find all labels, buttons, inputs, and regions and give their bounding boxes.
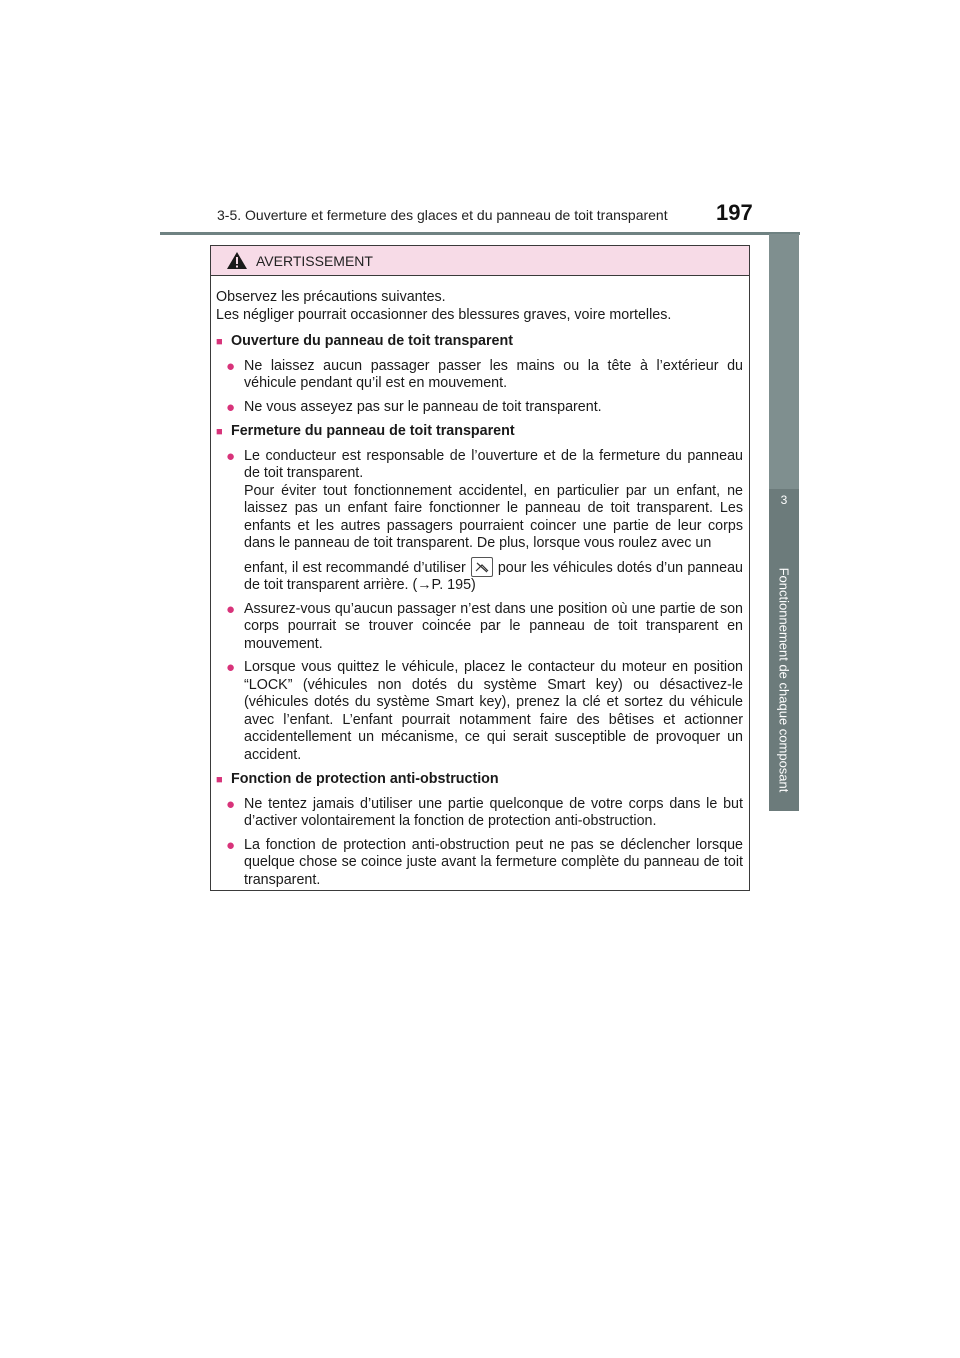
list-item xyxy=(216,796,743,831)
bullet-dot-icon: ● xyxy=(226,600,236,618)
section-title xyxy=(216,771,743,790)
square-bullet-icon: ■ xyxy=(216,426,223,438)
list-item xyxy=(216,358,743,393)
warning-title: AVERTISSEMENT xyxy=(256,253,373,269)
warning-box xyxy=(210,245,750,891)
paragraph-with-icon xyxy=(244,557,743,595)
side-bar xyxy=(769,234,799,489)
page-number: 197 xyxy=(716,200,753,225)
bullet-dot-icon: ● xyxy=(226,836,236,854)
intro-line-1: Observez les précautions suivantes. xyxy=(216,289,446,305)
square-bullet-icon: ■ xyxy=(216,774,223,786)
chapter-tab-label: Fonctionnement de chaque composant xyxy=(776,567,792,793)
list-item-text: Ne tentez jamais d’utiliser une partie quelconque de votre corps dans le but d’activer volontairement la fonction de protection anti-obstruction. xyxy=(244,795,743,829)
list-item xyxy=(216,448,743,595)
list-item-text: La fonction de protection anti-obstruction peut ne pas se déclencher lorsque quelque chose se coince juste avant la fermeture complète du panneau de toit transparent. xyxy=(244,836,743,888)
list-item xyxy=(216,659,743,764)
chapter-tab-number: 3 xyxy=(780,493,788,507)
section-title xyxy=(216,423,743,442)
section-title-text: Fonction de protection anti-obstruction xyxy=(231,771,499,787)
paragraph: Pour éviter tout fonctionnement accidentel, en particulier par un enfant, ne laissez pas un enfant faire fonctionner le panneau de toit transparent. Les enfants et les autres passagers pourraient coincer une partie de leur corps dans le panneau de toit transparent. De plus, lorsque vous roulez avec un xyxy=(244,482,743,551)
bullet-dot-icon: ● xyxy=(226,398,236,416)
warning-header xyxy=(211,246,749,276)
text-after-icon: pour les véhicules dotés d’un panneau de toit transparent arrière. (→P. 195) xyxy=(244,559,743,593)
section-title xyxy=(216,333,743,352)
paragraph: Le conducteur est responsable de l’ouverture et de la fermeture du panneau de toit transparent. xyxy=(244,447,743,481)
list-item-text xyxy=(244,448,743,595)
section-title-text: Fermeture du panneau de toit transparent xyxy=(231,423,515,439)
roof-lock-switch-icon xyxy=(471,557,493,577)
bullet-dot-icon: ● xyxy=(226,357,236,375)
list-item xyxy=(216,601,743,654)
list-item xyxy=(216,837,743,890)
intro-line-2: Les négliger pourrait occasionner des blessures graves, voire mortelles. xyxy=(216,306,672,323)
warning-body xyxy=(211,276,749,889)
bullet-dot-icon: ● xyxy=(226,795,236,813)
list-item-text: Assurez-vous qu’aucun passager n’est dans une position où une partie de son corps pourrait se trouver coincée par le panneau de toit transparent en mouvement. xyxy=(244,600,743,652)
header-rule xyxy=(160,232,800,235)
list-item-text: Ne vous asseyez pas sur le panneau de toit transparent. xyxy=(244,398,602,415)
page-header-title: 3-5. Ouverture et fermeture des glaces et du panneau de toit transparent xyxy=(217,207,668,223)
section-title-text: Ouverture du panneau de toit transparent xyxy=(231,333,514,349)
bullet-dot-icon: ● xyxy=(226,447,236,465)
warning-intro xyxy=(216,289,743,324)
warning-triangle-icon xyxy=(226,251,248,275)
list-item-text: Lorsque vous quittez le véhicule, placez le contacteur du moteur en position “LOCK” (véhicules non dotés du système Smart key) ou désactivez-le (véhicules dotés du système Smart key), prenez la clé et sortez du véhicule avec l’enfant. L’enfant pourrait notamment faire des bêtises et actionner accidentellement un mécanisme, ce qui serait susceptible de provoquer un accident. xyxy=(244,659,743,763)
list-item xyxy=(216,399,743,417)
text-before-icon: enfant, il est recommandé d’utiliser xyxy=(244,559,466,576)
list-item-text: Ne laissez aucun passager passer les mains ou la tête à l’extérieur du véhicule pendant qu’il est en mouvement. xyxy=(244,357,743,391)
square-bullet-icon: ■ xyxy=(216,336,223,348)
bullet-dot-icon: ● xyxy=(226,659,236,676)
